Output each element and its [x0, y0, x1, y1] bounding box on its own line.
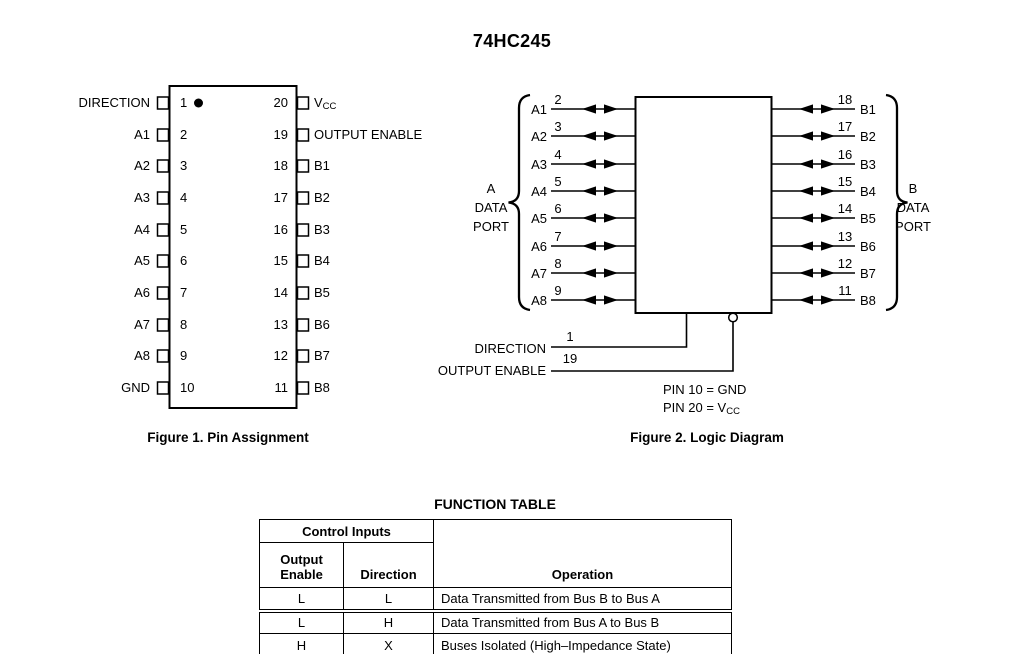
bus-pin-number: 7 — [554, 229, 562, 244]
pin-label: B5 — [314, 285, 330, 300]
function-table-cell: H — [344, 611, 434, 634]
pin-label: B1 — [314, 158, 330, 173]
function-table-title: FUNCTION TABLE — [434, 496, 556, 512]
bus-label: A1 — [531, 102, 547, 117]
function-table-cell: L — [260, 588, 344, 611]
pin-number: 2 — [180, 127, 188, 142]
bus-pin-number: 16 — [837, 147, 853, 162]
operation-column-header: Operation — [434, 520, 732, 588]
bus-label: A3 — [531, 157, 547, 172]
bus-pin-number: 13 — [837, 229, 853, 244]
pin-stub — [298, 129, 309, 141]
b-port-line: B — [908, 181, 918, 196]
pin-stub — [298, 255, 309, 267]
pin-label: A3 — [134, 190, 150, 205]
arrow-left-icon — [799, 159, 813, 168]
pin-stub — [158, 129, 169, 141]
pin-stub — [298, 97, 309, 109]
arrow-right-icon — [604, 186, 618, 195]
function-table-row — [260, 634, 732, 654]
pin-number: 1 — [180, 95, 188, 110]
pin-number: 10 — [180, 380, 195, 395]
pin-number: 6 — [180, 253, 188, 268]
b-port-line: PORT — [895, 219, 931, 234]
pin-label: A6 — [134, 285, 150, 300]
pin-stub — [158, 382, 169, 394]
pin-stub — [298, 160, 309, 172]
function-table-cell: Data Transmitted from Bus A to Bus B — [434, 611, 732, 634]
pin-number: 9 — [180, 348, 188, 363]
direction-signal-label: DIRECTION — [474, 341, 546, 356]
bus-pin-number: 2 — [554, 92, 562, 107]
arrow-right-icon — [604, 213, 618, 222]
pin-label: A5 — [134, 253, 150, 268]
arrow-left-icon — [582, 295, 596, 304]
pin-label: A1 — [134, 127, 150, 142]
arrow-right-icon — [604, 159, 618, 168]
direction-column-header: Direction — [344, 543, 434, 588]
arrow-right-icon — [604, 295, 618, 304]
pin-label: B3 — [314, 222, 330, 237]
bus-label: B2 — [860, 129, 876, 144]
bus-pin-number: 6 — [554, 201, 562, 216]
pin-stub — [298, 287, 309, 299]
arrow-right-icon — [604, 241, 618, 250]
pin-stub — [298, 192, 309, 204]
pin-label: OUTPUT ENABLE — [314, 127, 423, 142]
pin10-note: PIN 10 = GND — [663, 382, 747, 397]
pin-stub — [158, 97, 169, 109]
arrow-right-icon — [604, 268, 618, 277]
arrow-right-icon — [604, 104, 618, 113]
pin-label-subscript: CC — [322, 101, 337, 112]
pin-stub — [158, 287, 169, 299]
pin-number: 17 — [273, 190, 288, 205]
function-table-cell: X — [344, 634, 434, 654]
bus-label: B5 — [860, 211, 876, 226]
arrow-left-icon — [582, 268, 596, 277]
a-port-line: DATA — [474, 200, 508, 215]
pin-stub — [158, 192, 169, 204]
bus-label: B1 — [860, 102, 876, 117]
pin-label: DIRECTION — [78, 95, 150, 110]
pin-number: 5 — [180, 222, 188, 237]
pin-label: A8 — [134, 348, 150, 363]
arrow-left-icon — [799, 186, 813, 195]
bus-pin-number: 11 — [838, 283, 852, 298]
pin20-note — [663, 400, 740, 420]
pin20-note-subscript: CC — [726, 406, 740, 417]
b-data-port-label — [873, 179, 953, 236]
bus-label: B8 — [860, 293, 876, 308]
control-inputs-header: Control Inputs — [260, 520, 434, 543]
pin-stub — [158, 255, 169, 267]
function-table-row — [260, 588, 732, 611]
pin-label: B4 — [314, 253, 330, 268]
pin-number: 3 — [180, 158, 188, 173]
pin-label: A2 — [134, 158, 150, 173]
bus-label: A4 — [531, 184, 547, 199]
bus-label: A6 — [531, 239, 547, 254]
pin-number: 16 — [273, 222, 288, 237]
pin-number: 4 — [180, 190, 188, 205]
pin-number: 18 — [273, 158, 288, 173]
pin-stub — [298, 382, 309, 394]
pin-label: B7 — [314, 348, 330, 363]
arrow-left-icon — [582, 159, 596, 168]
arrow-left-icon — [582, 213, 596, 222]
pin-label: A4 — [134, 222, 150, 237]
pin-stub — [158, 350, 169, 362]
bus-pin-number: 14 — [837, 201, 853, 216]
output-enable-column-header: Output Enable — [260, 543, 344, 588]
bus-pin-number: 3 — [554, 119, 562, 134]
pin-label: GND — [121, 380, 150, 395]
inverter-bubble — [729, 313, 738, 322]
bus-pin-number: 12 — [837, 256, 853, 271]
pin20-note-text: PIN 20 = V — [663, 400, 727, 415]
pin-label: B2 — [314, 190, 330, 205]
function-table-cell: L — [344, 588, 434, 611]
pin-stub — [298, 319, 309, 331]
output-enable-signal-label: OUTPUT ENABLE — [437, 363, 546, 378]
bus-label: B4 — [860, 184, 876, 199]
pin-stub — [158, 160, 169, 172]
bus-label: B7 — [860, 266, 876, 281]
function-table-cell: Buses Isolated (High–Impedance State) — [434, 634, 732, 654]
pin-stub — [298, 350, 309, 362]
bus-label: B6 — [860, 239, 876, 254]
page-title: 74HC245 — [472, 31, 552, 51]
arrow-left-icon — [799, 295, 813, 304]
bus-label: A2 — [531, 129, 547, 144]
bus-label: A5 — [531, 211, 547, 226]
b-port-line: DATA — [896, 200, 930, 215]
pin-label: A7 — [134, 317, 150, 332]
arrow-left-icon — [582, 131, 596, 140]
pin-label: B6 — [314, 317, 330, 332]
pin-stub — [298, 224, 309, 236]
pin-number: 15 — [273, 253, 288, 268]
arrow-right-icon — [604, 131, 618, 140]
bus-pin-number: 5 — [554, 174, 562, 189]
figure1-caption: Figure 1. Pin Assignment — [147, 430, 309, 445]
function-table-cell: L — [260, 611, 344, 634]
function-table-cell: Data Transmitted from Bus B to Bus A — [434, 588, 732, 611]
pin-number: 12 — [273, 348, 288, 363]
function-table-group-header-row — [260, 520, 732, 543]
arrow-left-icon — [582, 186, 596, 195]
bus-pin-number: 15 — [837, 174, 853, 189]
pin-number: 13 — [273, 317, 288, 332]
output-enable-pin-number: 19 — [562, 351, 578, 366]
pin-label: $V_{CC}$ — [314, 95, 337, 112]
bus-label: B3 — [860, 157, 876, 172]
pin-number: 8 — [180, 317, 188, 332]
bus-pin-number: 8 — [554, 256, 562, 271]
a-port-line: PORT — [473, 219, 509, 234]
arrow-left-icon — [799, 268, 813, 277]
direction-pin-number: 1 — [566, 329, 574, 344]
arrow-left-icon — [799, 213, 813, 222]
logic-box — [636, 97, 772, 313]
pin-number: 11 — [274, 380, 288, 395]
bus-pin-number: 17 — [837, 119, 853, 134]
a-port-line: A — [486, 181, 496, 196]
arrow-left-icon — [799, 241, 813, 250]
function-table — [259, 519, 732, 654]
pin-number: 19 — [273, 127, 288, 142]
arrow-left-icon — [582, 104, 596, 113]
function-table-row — [260, 611, 732, 634]
figure2-caption: Figure 2. Logic Diagram — [630, 430, 784, 445]
pin-stub — [158, 224, 169, 236]
function-table-cell: H — [260, 634, 344, 654]
pin1-dot — [194, 99, 203, 108]
pin-stub — [158, 319, 169, 331]
pin-number: 14 — [273, 285, 288, 300]
function-table-wrap — [259, 519, 732, 654]
pin-number: 7 — [180, 285, 188, 300]
pin-number: 20 — [273, 95, 288, 110]
bus-label: A8 — [531, 293, 547, 308]
arrow-left-icon — [799, 131, 813, 140]
bus-pin-number: 4 — [554, 147, 562, 162]
bus-pin-number: 18 — [837, 92, 853, 107]
arrow-left-icon — [582, 241, 596, 250]
bus-label: A7 — [531, 266, 547, 281]
pin-label: B8 — [314, 380, 330, 395]
arrow-left-icon — [799, 104, 813, 113]
bus-pin-number: 9 — [554, 283, 562, 298]
